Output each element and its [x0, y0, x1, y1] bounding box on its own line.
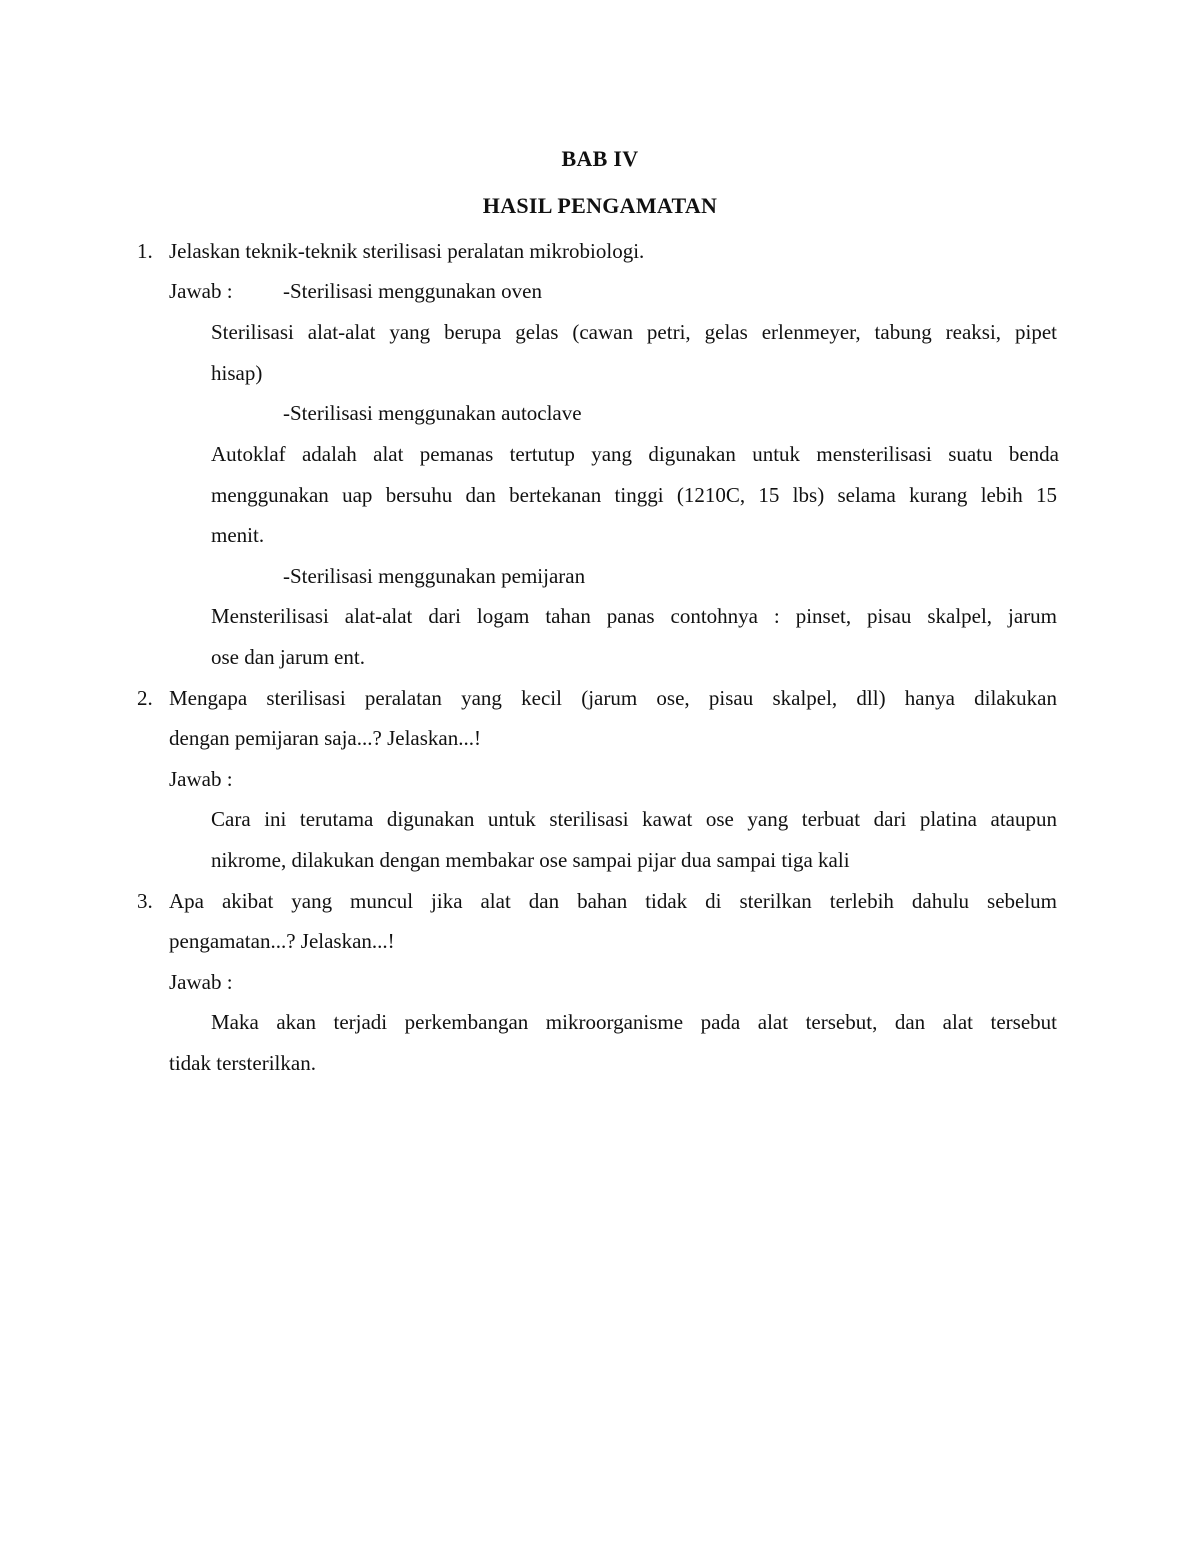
- answer-text: nikrome, dilakukan dengan membakar ose sampai pijar dua sampai tiga kali: [211, 848, 850, 872]
- answer-label: Jawab :: [169, 279, 233, 303]
- question-text: dengan pemijaran saja...? Jelaskan...!: [169, 726, 481, 750]
- method-heading: -Sterilisasi menggunakan oven: [283, 279, 542, 303]
- answer-text: menggunakan uap bersuhu dan bertekanan tinggi (1210C, 15 lbs) selama kurang lebih 15: [211, 483, 1057, 507]
- question-number: 1.: [137, 239, 153, 263]
- answer-label: Jawab :: [169, 767, 233, 791]
- answer-text: hisap): [211, 361, 263, 385]
- question-text: Apa akibat yang muncul jika alat dan bahan tidak di sterilkan terlebih dahulu sebelum: [169, 889, 1057, 913]
- question-number: 2.: [137, 686, 153, 710]
- answer-text: Cara ini terutama digunakan untuk sterilisasi kawat ose yang terbuat dari platina ataupun: [211, 807, 1057, 831]
- answer-text: Autoklaf adalah alat pemanas tertutup yang digunakan untuk mensterilisasi suatu benda: [211, 442, 1059, 466]
- answer-text: Mensterilisasi alat-alat dari logam tahan panas contohnya : pinset, pisau skalpel, jarum: [211, 604, 1057, 628]
- answer-text: ose dan jarum ent.: [211, 645, 365, 669]
- question-text: pengamatan...? Jelaskan...!: [169, 929, 395, 953]
- answer-text: Sterilisasi alat-alat yang berupa gelas (cawan petri, gelas erlenmeyer, tabung reaksi, pipet: [211, 320, 1057, 344]
- page-title: HASIL PENGAMATAN: [482, 193, 718, 218]
- answer-text: tidak tersterilkan.: [169, 1051, 316, 1075]
- answer-text: Maka akan terjadi perkembangan mikroorganisme pada alat tersebut, dan alat tersebut: [211, 1010, 1057, 1034]
- question-number: 3.: [137, 889, 153, 913]
- question-text: Mengapa sterilisasi peralatan yang kecil (jarum ose, pisau skalpel, dll) hanya dilakukan: [169, 686, 1057, 710]
- question-text: Jelaskan teknik-teknik sterilisasi peralatan mikrobiologi.: [169, 239, 645, 263]
- method-heading: -Sterilisasi menggunakan autoclave: [283, 401, 582, 425]
- answer-label: Jawab :: [169, 970, 233, 994]
- answer-text: menit.: [211, 523, 265, 547]
- chapter-heading: BAB IV: [561, 146, 639, 171]
- method-heading: -Sterilisasi menggunakan pemijaran: [283, 564, 586, 588]
